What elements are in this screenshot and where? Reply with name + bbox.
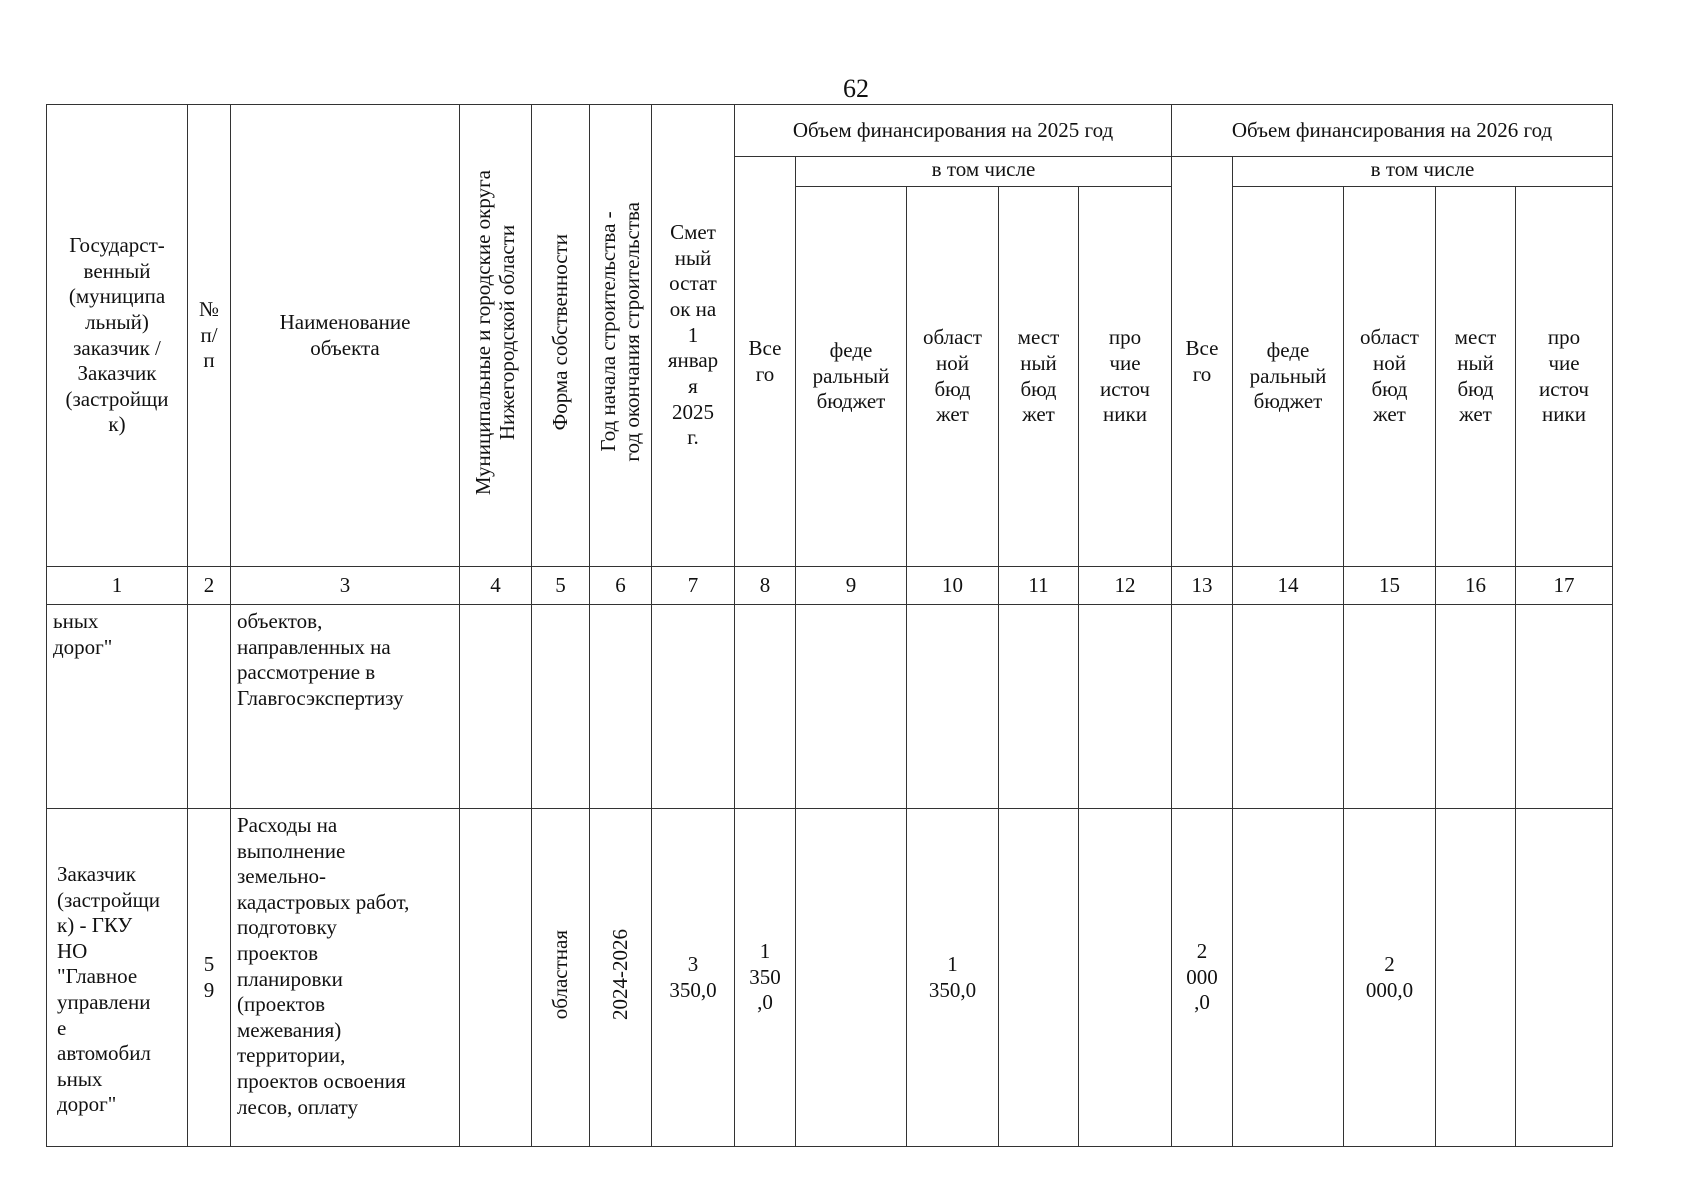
federal-2026-cell — [1233, 809, 1344, 1147]
column-number: 13 — [1172, 567, 1233, 605]
column-number: 17 — [1516, 567, 1613, 605]
column-number: 14 — [1233, 567, 1344, 605]
header-federal-2026: феде ральный бюджет — [1233, 187, 1344, 567]
table-row — [47, 809, 1613, 1147]
customer-cell: Заказчик (застройщи к) - ГКУ НО "Главное управлени е автомобил ьных дорог" — [47, 809, 188, 1147]
number-cell — [188, 605, 231, 809]
column-number: 8 — [735, 567, 796, 605]
column-number: 11 — [999, 567, 1079, 605]
header-years: Год начала строительства - год окончания строительства — [596, 202, 645, 462]
column-number: 9 — [796, 567, 907, 605]
header-municipality: Муниципальные и городские округа Нижегородской области — [471, 169, 520, 495]
header-federal-2025: феде ральный бюджет — [796, 187, 907, 567]
column-number: 10 — [907, 567, 999, 605]
balance-cell — [652, 605, 735, 809]
header-customer: Государст- венный (муниципа льный) заказчик / Заказчик (застройщи к) — [47, 105, 188, 567]
column-number: 1 — [47, 567, 188, 605]
header-total-2026: Все го — [1172, 157, 1233, 567]
header-estimate-balance: Смет ный остат ок на 1 январ я 2025 г. — [652, 105, 735, 567]
regional-2025-cell: 1 350,0 — [907, 809, 999, 1147]
regional-2025-cell — [907, 605, 999, 809]
header-financing-2026: Объем финансирования на 2026 год — [1172, 105, 1613, 157]
page-number: 62 — [843, 74, 869, 103]
other-2025-cell — [1079, 605, 1172, 809]
local-2026-cell — [1436, 809, 1516, 1147]
header-regional-2026: област ной бюд жет — [1344, 187, 1436, 567]
header-local-2025: мест ный бюд жет — [999, 187, 1079, 567]
federal-2026-cell — [1233, 605, 1344, 809]
number-cell: 5 9 — [188, 809, 231, 1147]
header-including-2026: в том числе — [1233, 157, 1613, 187]
header-row-1 — [47, 105, 1613, 157]
federal-2025-cell — [796, 605, 907, 809]
years-cell — [590, 809, 652, 1147]
header-ownership: Форма собственности — [548, 234, 573, 431]
column-number: 15 — [1344, 567, 1436, 605]
header-regional-2025: област ной бюд жет — [907, 187, 999, 567]
header-other-2025: про чие источ ники — [1079, 187, 1172, 567]
column-number: 6 — [590, 567, 652, 605]
header-object-name: Наименование объекта — [231, 105, 460, 567]
header-ownership-cell — [532, 105, 590, 567]
local-2026-cell — [1436, 605, 1516, 809]
ownership-cell — [532, 605, 590, 809]
total-2026-cell: 2 000 ,0 — [1172, 809, 1233, 1147]
ownership-value: областная — [548, 929, 573, 1019]
other-2025-cell — [1079, 809, 1172, 1147]
column-number-row — [47, 567, 1613, 605]
column-number: 7 — [652, 567, 735, 605]
total-2025-cell — [735, 605, 796, 809]
financing-table — [46, 104, 1613, 1147]
column-number: 2 — [188, 567, 231, 605]
years-cell — [590, 605, 652, 809]
municipality-cell — [460, 605, 532, 809]
regional-2026-cell — [1344, 605, 1436, 809]
header-financing-2025: Объем финансирования на 2025 год — [735, 105, 1172, 157]
years-value: 2024-2026 — [608, 928, 633, 1020]
object-name-cell: объектов, направленных на рассмотрение в Главгосэкспертизу — [231, 605, 460, 809]
total-2025-cell: 1 350 ,0 — [735, 809, 796, 1147]
regional-2026-cell: 2 000,0 — [1344, 809, 1436, 1147]
balance-cell: 3 350,0 — [652, 809, 735, 1147]
object-name-cell: Расходы на выполнение земельно- кадастровых работ, подготовку проектов планировки (проектов межевания) территории, проектов освоения лесов, оплату — [231, 809, 460, 1147]
header-local-2026: мест ный бюд жет — [1436, 187, 1516, 567]
local-2025-cell — [999, 605, 1079, 809]
ownership-cell — [532, 809, 590, 1147]
column-number: 5 — [532, 567, 590, 605]
header-total-2025: Все го — [735, 157, 796, 567]
header-years-cell — [590, 105, 652, 567]
header-including-2025: в том числе — [796, 157, 1172, 187]
municipality-cell — [460, 809, 532, 1147]
table-row — [47, 605, 1613, 809]
federal-2025-cell — [796, 809, 907, 1147]
column-number: 12 — [1079, 567, 1172, 605]
local-2025-cell — [999, 809, 1079, 1147]
column-number: 3 — [231, 567, 460, 605]
header-municipality-cell — [460, 105, 532, 567]
total-2026-cell — [1172, 605, 1233, 809]
header-number: № п/ п — [188, 105, 231, 567]
header-other-2026: про чие источ ники — [1516, 187, 1613, 567]
column-number: 4 — [460, 567, 532, 605]
other-2026-cell — [1516, 809, 1613, 1147]
other-2026-cell — [1516, 605, 1613, 809]
column-number: 16 — [1436, 567, 1516, 605]
customer-cell: ьных дорог" — [47, 605, 188, 809]
